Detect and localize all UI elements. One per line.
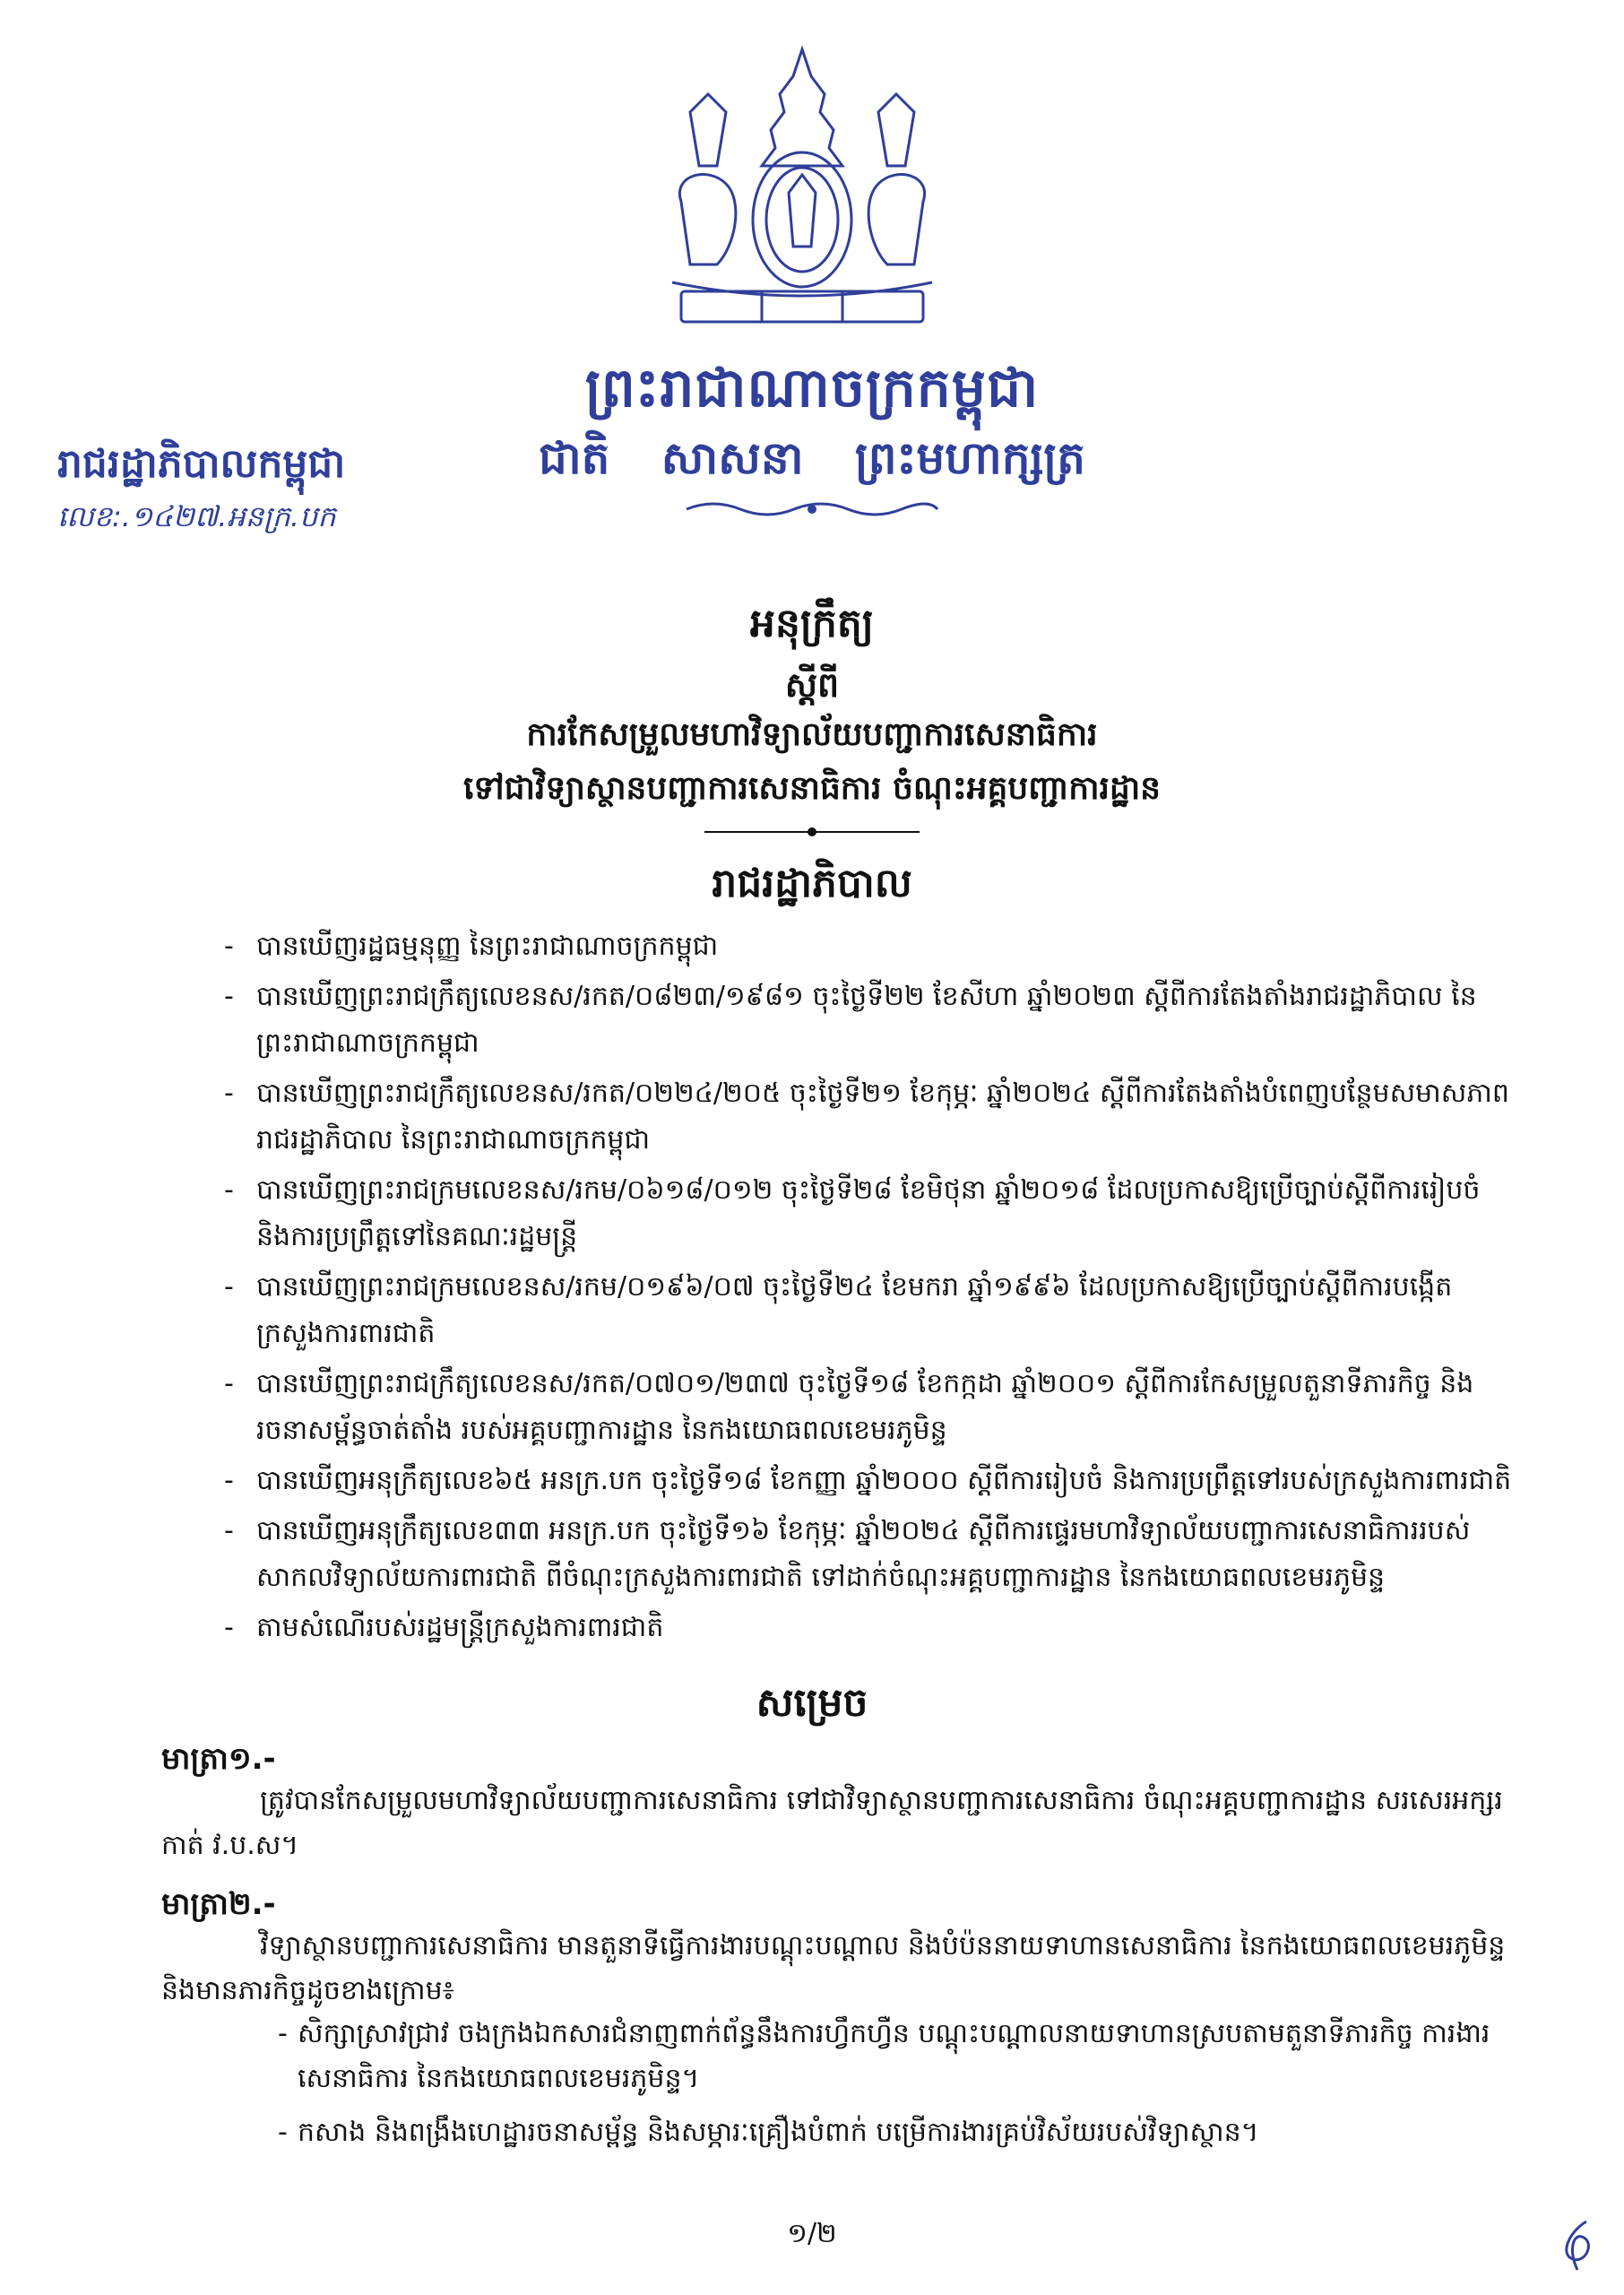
recital-item: - បានឃើញព្រះរាជក្រមលេខនស/រកម/០៦១៨/០១២ ចុះថ្ងៃទី២៨ ខែមិថុនា ឆ្នាំ២០១៨ ដែលប្រកាសឱ្យប្រើច្បាប់ស្ដីពីការរៀបចំ និងការប្រព្រឹត្តទៅនៃគណៈរដ្ឋមន្ត្រី: [224, 1167, 1515, 1260]
article-2-duties-list: [278, 2012, 1515, 2164]
decision-heading: សម្រេច: [756, 1680, 868, 1726]
article-1-title: មាត្រា១.-: [161, 1741, 276, 1777]
article-1-text: ត្រូវបានកែសម្រួលមហាវិទ្យាល័យបញ្ជាការសេនាធិការ ទៅជាវិទ្យាស្ថានបញ្ជាការសេនាធិការ ចំណុះអគ្គបញ្ជាការដ្ឋាន សរសេរអក្សរកាត់ វ.ប.ស។: [161, 1785, 1503, 1861]
issuer-heading: រាជរដ្ឋាភិបាល: [712, 861, 912, 906]
recital-item: - បានឃើញអនុក្រឹត្យលេខ៣៣ អនក្រ.បក ចុះថ្ងៃទី១៦ ខែកុម្ភៈ ឆ្នាំ២០២៤ ស្ដីពីការផ្ទេរមហាវិទ្យាល័យបញ្ជាការសេនាធិការរបស់សាកលវិទ្យាល័យការពារជាតិ ពីចំណុះក្រសួងការពារជាតិ ទៅដាក់ចំណុះអគ្គបញ្ជាការដ្ឋាន នៃកងយោធពលខេមរភូមិន្ទ: [224, 1508, 1515, 1601]
document-type: អនុក្រឹត្យ: [750, 601, 874, 646]
recital-item: - បានឃើញព្រះរាជក្រមលេខនស/រកម/០១៩៦/០៧ ចុះថ្ងៃទី២៤ ខែមករា ឆ្នាំ១៩៩៦ ដែលប្រកាសឱ្យប្រើច្បាប់ស្ដីពីការបង្កើតក្រសួងការពារជាតិ: [224, 1264, 1515, 1357]
article-2-title: មាត្រា២.-: [161, 1886, 276, 1922]
page-number: ១/២: [787, 2218, 837, 2249]
recital-item: - បានឃើញរដ្ឋធម្មនុញ្ញ នៃព្រះរាជាណាចក្រកម្ពុជា: [224, 923, 1515, 970]
title-divider-icon: [704, 825, 920, 839]
recital-item: - បានឃើញព្រះរាជក្រឹត្យលេខនស/រកត/០៨២៣/១៩៨១ ចុះថ្ងៃទី២២ ខែសីហា ឆ្នាំ២០២៣ ស្ដីពីការតែងតាំងរាជរដ្ឋាភិបាល នៃព្រះរាជាណាចក្រកម្ពុជា: [224, 974, 1515, 1067]
national-motto: ជាតិ សាសនា ព្រះមហាក្សត្រ: [539, 432, 1085, 484]
article-2-text: វិទ្យាស្ថានបញ្ជាការសេនាធិការ មានតួនាទីធ្វើការងារបណ្ដុះបណ្ដាល និងបំប៉ននាយទាហានសេនាធិការ នៃកងយោធពលខេមរភូមិន្ទ និងមានភារកិច្ចដូចខាងក្រោម៖: [161, 1930, 1506, 2006]
issuing-government: រាជរដ្ឋាភិបាលកម្ពុជា: [57, 441, 346, 487]
title-line-1: ការកែសម្រួលមហាវិទ្យាល័យបញ្ជាការសេនាធិការ: [526, 716, 1098, 753]
title-line-2: ទៅជាវិទ្យាស្ថានបញ្ជាការសេនាធិការ ចំណុះអគ្គបញ្ជាការដ្ឋាន: [462, 770, 1162, 807]
duty-item: - សិក្សាស្រាវជ្រាវ ចងក្រងឯកសារជំនាញពាក់ព័ន្ធនឹងការហ្វឹកហ្វឺន បណ្ដុះបណ្ដាលនាយទាហានស្របតាមតួនាទីភារកិច្ច ការងារសេនាធិការ នៃកងយោធពលខេមរភូមិន្ទ។: [278, 2012, 1515, 2101]
royal-arms-emblem-icon: [654, 40, 950, 336]
recital-item: - បានឃើញអនុក្រឹត្យលេខ៦៥ អនក្រ.បក ចុះថ្ងៃទី១៨ ខែកញ្ញា ឆ្នាំ២០០០ ស្ដីពីការរៀបចំ និងការប្រព្រឹត្តទៅរបស់ក្រសួងការពារជាតិ: [224, 1458, 1515, 1504]
recital-item: - បានឃើញព្រះរាជក្រឹត្យលេខនស/រកត/០២២៤/២០៥ ចុះថ្ងៃទី២១ ខែកុម្ភៈ ឆ្នាំ២០២៤ ស្ដីពីការតែងតាំងបំពេញបន្ថែមសមាសភាពរាជរដ្ឋាភិបាល នៃព្រះរាជាណាចក្រកម្ពុជា: [224, 1070, 1515, 1164]
handwritten-initial-icon: [1551, 2214, 1604, 2277]
recital-item: - តាមសំណើរបស់រដ្ឋមន្ត្រីក្រសួងការពារជាតិ: [224, 1605, 1515, 1651]
recitals-list: [224, 923, 1515, 1655]
reference-number: លេខ:.១៤២៧.អនក្រ.បក: [57, 499, 336, 533]
recital-item: - បានឃើញព្រះរាជក្រឹត្យលេខនស/រកត/០៧០១/២៣៧ ចុះថ្ងៃទី១៨ ខែកក្កដា ឆ្នាំ២០០១ ស្ដីពីការកែសម្រួលតួនាទីភារកិច្ច និងរចនាសម្ព័ន្ធចាត់តាំង របស់អគ្គបញ្ជាការដ្ឋាន នៃកងយោធពលខេមរភូមិន្ទ: [224, 1361, 1515, 1454]
title-about: ស្ដីពី: [784, 665, 840, 705]
duty-item: - កសាង និងពង្រឹងហេដ្ឋារចនាសម្ព័ន្ធ និងសម្ភារៈគ្រឿងបំពាក់ បម្រើការងារគ្រប់វិស័យរបស់វិទ្យាស្ថាន។: [278, 2110, 1515, 2155]
kingdom-heading: ព្រះរាជាណាចក្រកម្ពុជា: [584, 357, 1040, 420]
ornamental-divider-icon: [678, 498, 946, 520]
